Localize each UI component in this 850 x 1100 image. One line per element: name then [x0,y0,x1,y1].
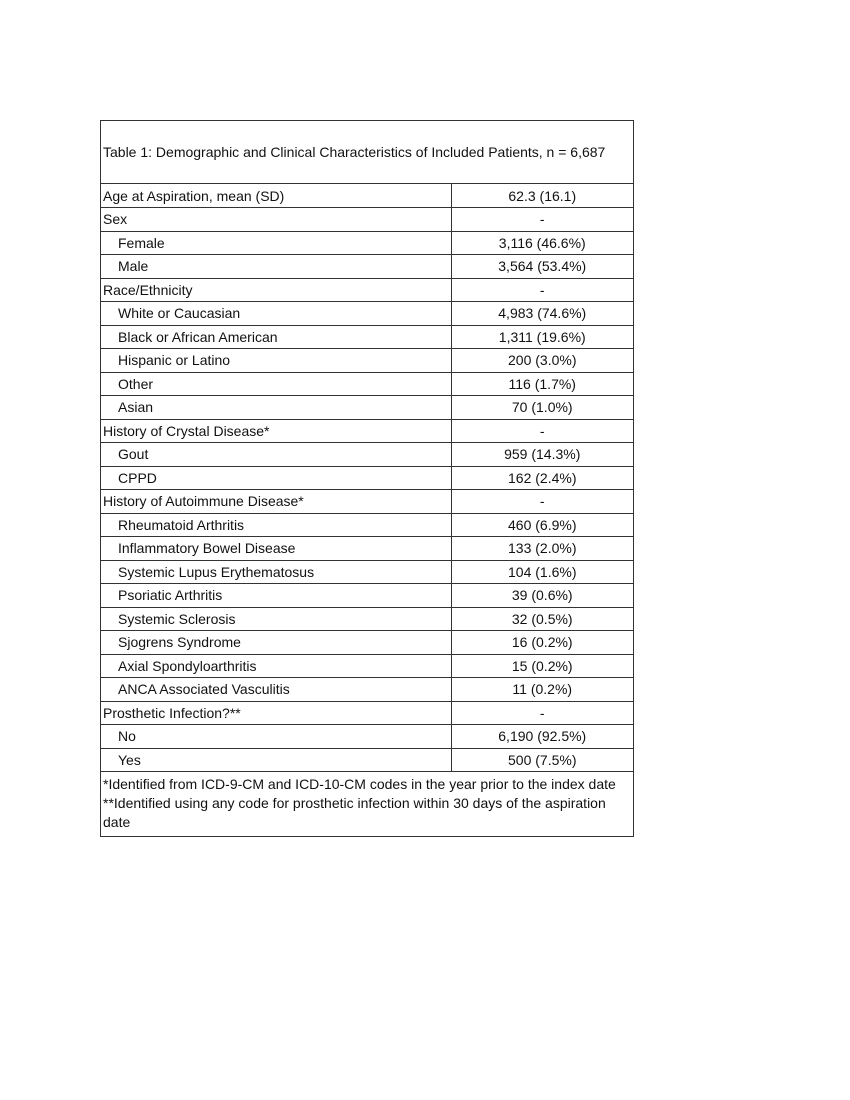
row-label: Sex [101,208,451,232]
table-row-category [101,701,633,725]
row-value: 200 (3.0%) [451,349,633,373]
row-label: Black or African American [101,325,451,349]
row-label: Female [101,231,451,255]
table-row-category [101,490,633,514]
row-label: Male [101,255,451,279]
row-label: Asian [101,396,451,420]
table-row [101,725,633,749]
row-label: Systemic Lupus Erythematosus [101,560,451,584]
row-label: History of Crystal Disease* [101,419,451,443]
table-row [101,560,633,584]
row-value: 116 (1.7%) [451,372,633,396]
footnote-prosthetic-infection: **Identified using any code for prosthetic infection within 30 days of the aspiration date [103,795,606,830]
row-label: No [101,725,451,749]
row-value: 3,564 (53.4%) [451,255,633,279]
row-value: - [451,208,633,232]
row-value: 162 (2.4%) [451,466,633,490]
table-body [101,184,633,772]
row-label: Age at Aspiration, mean (SD) [101,184,451,208]
row-label: Psoriatic Arthritis [101,584,451,608]
row-label: Hispanic or Latino [101,349,451,373]
table-row-category [101,208,633,232]
table-row [101,584,633,608]
table-row [101,325,633,349]
row-value: - [451,490,633,514]
row-label: Yes [101,748,451,772]
row-value: 16 (0.2%) [451,631,633,655]
row-value: 104 (1.6%) [451,560,633,584]
row-label: ANCA Associated Vasculitis [101,678,451,702]
row-label: Prosthetic Infection?** [101,701,451,725]
row-value: 11 (0.2%) [451,678,633,702]
row-value: 6,190 (92.5%) [451,725,633,749]
row-value: 70 (1.0%) [451,396,633,420]
table-title: Table 1: Demographic and Clinical Characteristics of Included Patients, n = 6,687 [101,121,633,184]
footnote-crystal-autoimmune: *Identified from ICD-9-CM and ICD-10-CM codes in the year prior to the index date [103,776,616,792]
row-label: White or Caucasian [101,302,451,326]
row-value: 1,311 (19.6%) [451,325,633,349]
row-value: 32 (0.5%) [451,607,633,631]
table-row [101,748,633,772]
row-value: 4,983 (74.6%) [451,302,633,326]
table-row [101,607,633,631]
row-value: 39 (0.6%) [451,584,633,608]
table-row [101,654,633,678]
table-row [101,372,633,396]
table-row [101,396,633,420]
row-label: Gout [101,443,451,467]
row-value: 3,116 (46.6%) [451,231,633,255]
row-label: Rheumatoid Arthritis [101,513,451,537]
table-row-category [101,419,633,443]
row-label: CPPD [101,466,451,490]
table-rows [101,184,633,772]
row-value: - [451,419,633,443]
row-value: 15 (0.2%) [451,654,633,678]
row-label: Sjogrens Syndrome [101,631,451,655]
row-value: - [451,278,633,302]
row-label: Race/Ethnicity [101,278,451,302]
row-label: Systemic Sclerosis [101,607,451,631]
table-row [101,255,633,279]
table-row [101,443,633,467]
row-label: History of Autoimmune Disease* [101,490,451,514]
table-row-category [101,278,633,302]
table-row [101,302,633,326]
row-value: 500 (7.5%) [451,748,633,772]
table-row [101,537,633,561]
table-row [101,231,633,255]
row-value: - [451,701,633,725]
row-value: 62.3 (16.1) [451,184,633,208]
row-label: Inflammatory Bowel Disease [101,537,451,561]
row-label: Axial Spondyloarthritis [101,654,451,678]
row-value: 959 (14.3%) [451,443,633,467]
characteristics-table [100,120,634,837]
table-row [101,513,633,537]
row-value: 133 (2.0%) [451,537,633,561]
table-row-category [101,184,633,208]
table-row [101,678,633,702]
row-label: Other [101,372,451,396]
row-value: 460 (6.9%) [451,513,633,537]
table-row [101,466,633,490]
table-footnotes [101,772,633,836]
table-row [101,631,633,655]
table-row [101,349,633,373]
